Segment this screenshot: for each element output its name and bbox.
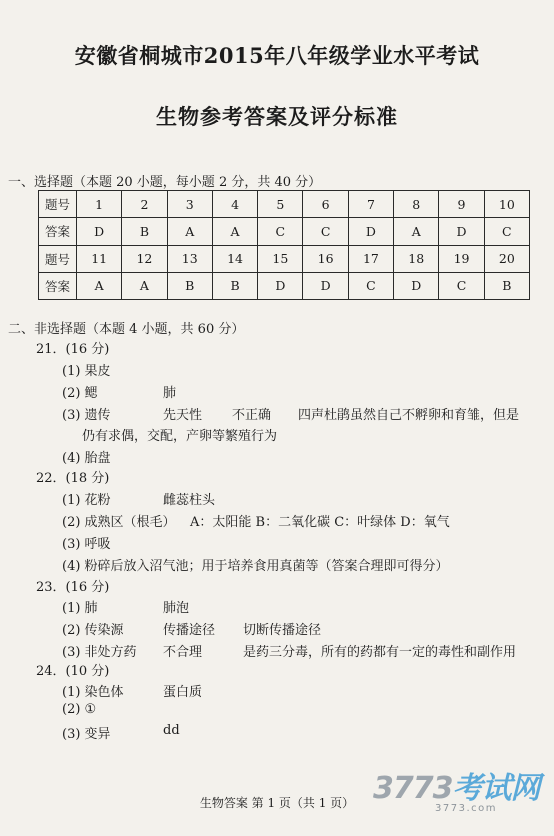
- q23-part3: (3) 非处方药: [62, 645, 137, 660]
- table-cell: 4: [212, 191, 257, 218]
- table-cell: 9: [439, 191, 484, 218]
- site-logo: [373, 773, 543, 821]
- section1-heading: 一、选择题（本题 20 小题，每小题 2 分，共 40 分）: [8, 175, 322, 190]
- table-row: [39, 218, 530, 245]
- logo-url: 3773.com: [435, 803, 497, 814]
- page-subtitle: 生物参考答案及评分标准: [156, 104, 398, 129]
- table-cell: D: [77, 218, 122, 245]
- table-cell: A: [167, 218, 212, 245]
- page-title: 安徽省桐城市2015年八年级学业水平考试: [74, 43, 480, 68]
- table-cell: A: [122, 272, 167, 299]
- table-row: [39, 191, 530, 218]
- q23-header: 23．(16 分): [36, 580, 110, 595]
- q23-part1-answer: 肺泡: [163, 601, 190, 616]
- table-row: [39, 245, 530, 272]
- table-cell: 10: [484, 191, 529, 218]
- answer-table: [38, 190, 530, 300]
- table-cell: A: [212, 218, 257, 245]
- table-cell: 6: [303, 191, 348, 218]
- table-cell: 18: [394, 245, 439, 272]
- q22-header: 22．(18 分): [36, 471, 110, 486]
- q21-part3-answer: 不正确: [232, 408, 272, 423]
- q21-part1: (1) 果皮: [62, 364, 111, 379]
- q21-part3-answer: 先天性: [163, 408, 203, 423]
- table-cell: C: [484, 218, 529, 245]
- q21-part3-continued: 仍有求偶，交配，产卵等繁殖行为: [82, 429, 278, 444]
- q22-part2-answer: A：太阳能 B：二氧化碳 C：叶绿体 D：氧气: [190, 515, 450, 530]
- table-cell: 13: [167, 245, 212, 272]
- table-cell: C: [439, 272, 484, 299]
- table-cell: 20: [484, 245, 529, 272]
- page-footer: 生物答案 第 1 页（共 1 页）: [199, 796, 355, 810]
- table-cell: 7: [348, 191, 393, 218]
- q21-part2-answer: 肺: [163, 386, 177, 401]
- q23-part1: (1) 肺: [62, 601, 98, 616]
- q22-part2: (2) 成熟区（根毛）: [62, 515, 176, 530]
- q22-part3: (3) 呼吸: [62, 537, 111, 552]
- table-row-label: 题号: [39, 191, 77, 218]
- table-cell: C: [303, 218, 348, 245]
- q22-part1-answer: 雌蕊柱头: [163, 493, 216, 508]
- table-cell: 2: [122, 191, 167, 218]
- table-cell: C: [348, 272, 393, 299]
- q23-part2-answer: 传播途径: [163, 623, 216, 638]
- table-cell: D: [439, 218, 484, 245]
- logo-number: 3773: [373, 771, 453, 806]
- table-cell: 15: [258, 245, 303, 272]
- table-cell: 12: [122, 245, 167, 272]
- q21-part3: (3) 遗传: [62, 408, 111, 423]
- q24-part3: (3) 变异: [62, 727, 111, 742]
- table-cell: D: [258, 272, 303, 299]
- table-cell: C: [258, 218, 303, 245]
- table-cell: 1: [77, 191, 122, 218]
- table-cell: A: [77, 272, 122, 299]
- q21-part2: (2) 鳃: [62, 386, 98, 401]
- q21-part3-answer: 四声杜鹃虽然自己不孵卵和育雏，但是: [298, 408, 520, 423]
- q23-part3-answer: 不合理: [163, 645, 203, 660]
- q21-part4: (4) 胎盘: [62, 451, 111, 466]
- q21-header: 21．(16 分): [36, 342, 110, 357]
- table-row: [39, 272, 530, 299]
- table-cell: A: [394, 218, 439, 245]
- q23-part2-answer: 切断传播途径: [243, 623, 322, 638]
- table-cell: 19: [439, 245, 484, 272]
- q24-part2: (2) ①: [62, 702, 97, 717]
- table-cell: 16: [303, 245, 348, 272]
- section2-heading: 二、非选择题（本题 4 小题，共 60 分）: [8, 322, 245, 337]
- table-cell: D: [348, 218, 393, 245]
- table-cell: 11: [77, 245, 122, 272]
- table-row-label: 答案: [39, 218, 77, 245]
- table-cell: 3: [167, 191, 212, 218]
- table-row-label: 题号: [39, 245, 77, 272]
- table-cell: D: [303, 272, 348, 299]
- q24-part1: (1) 染色体: [62, 685, 124, 700]
- q24-part3-answer: dd: [163, 723, 180, 738]
- table-cell: B: [122, 218, 167, 245]
- table-cell: 14: [212, 245, 257, 272]
- table-cell: B: [484, 272, 529, 299]
- q22-part1: (1) 花粉: [62, 493, 111, 508]
- q23-part2: (2) 传染源: [62, 623, 124, 638]
- table-cell: B: [212, 272, 257, 299]
- table-cell: D: [394, 272, 439, 299]
- q23-part3-answer: 是药三分毒，所有的药都有一定的毒性和副作用: [243, 645, 517, 660]
- q24-header: 24．(10 分): [36, 664, 110, 679]
- table-row-label: 答案: [39, 272, 77, 299]
- logo-text: 考试网: [452, 771, 540, 806]
- table-cell: 8: [394, 191, 439, 218]
- table-cell: B: [167, 272, 212, 299]
- q24-part1-answer: 蛋白质: [163, 685, 203, 700]
- q22-part4: (4) 粉碎后放入沼气池；用于培养食用真菌等（答案合理即可得分）: [62, 559, 449, 574]
- table-cell: 17: [348, 245, 393, 272]
- table-cell: 5: [258, 191, 303, 218]
